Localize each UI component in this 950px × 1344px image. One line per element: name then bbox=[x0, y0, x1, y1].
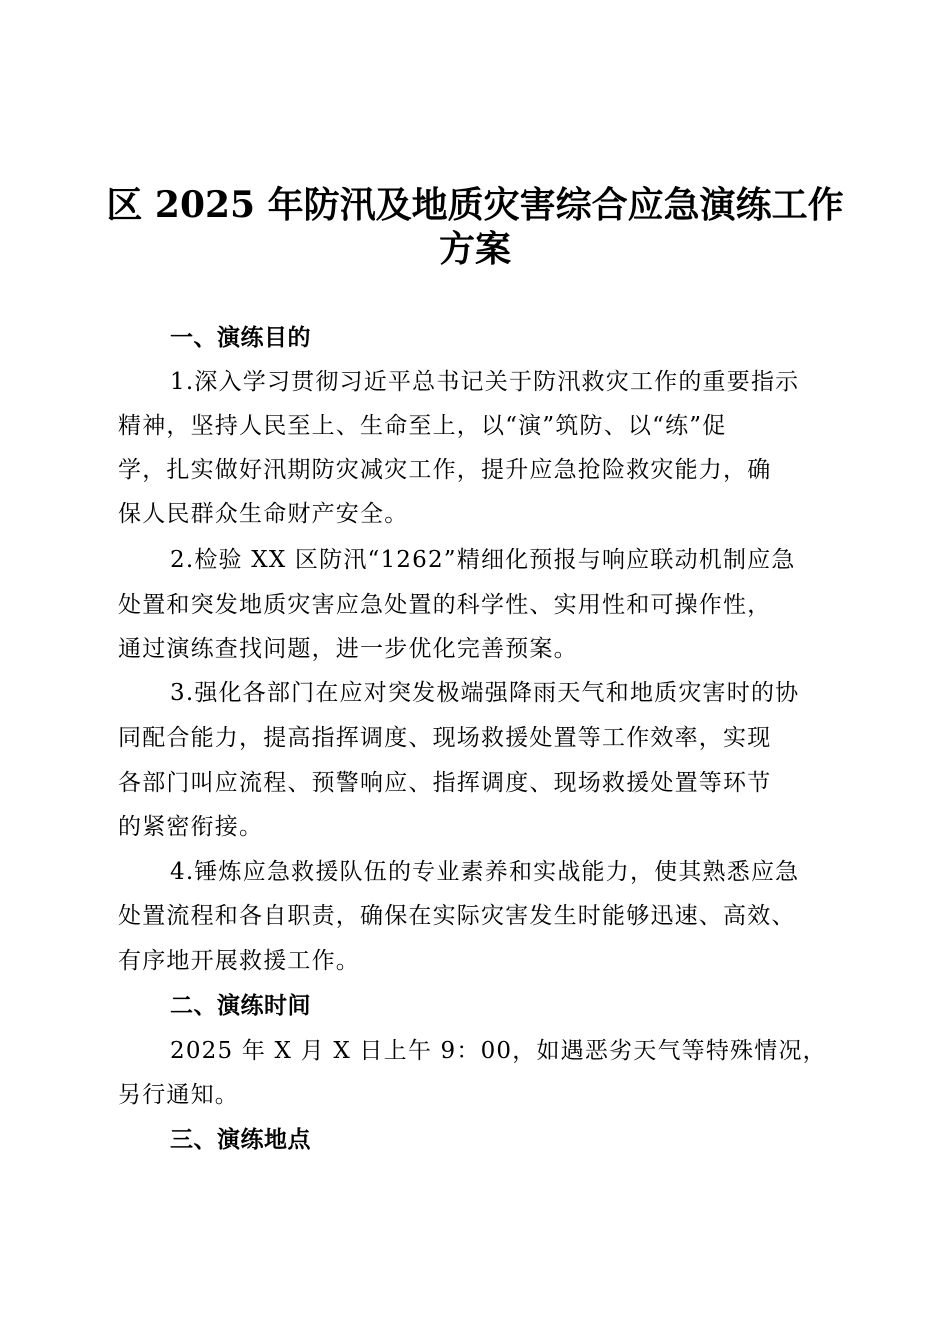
paragraph-line: 另行通知。 bbox=[118, 1082, 239, 1108]
section-heading-purpose: 一、演练目的 bbox=[170, 325, 311, 351]
section-heading-time: 二、演练时间 bbox=[170, 993, 311, 1019]
paragraph-line: 处置流程和各自职责，确保在实际灾害发生时能够迅速、高效、 bbox=[118, 903, 796, 929]
paragraph-line: 保人民群众生命财产安全。 bbox=[118, 501, 409, 527]
paragraph-line: 2025 年 X 月 X 日上午 9：00，如遇恶劣天气等特殊情况， bbox=[170, 1038, 827, 1064]
paragraph-line: 通过演练查找问题，进一步优化完善预案。 bbox=[118, 636, 578, 662]
paragraph-line: 3.强化各部门在应对突发极端强降雨天气和地质灾害时的协 bbox=[170, 680, 800, 706]
paragraph-line: 同配合能力，提高指挥调度、现场救援处置等工作效率，实现 bbox=[118, 725, 772, 751]
paragraph-line: 2.检验 XX 区防汛“1262”精细化预报与响应联动机制应急 bbox=[170, 547, 796, 573]
paragraph-line: 1.深入学习贯彻习近平总书记关于防汛救灾工作的重要指示 bbox=[170, 369, 800, 395]
paragraph-line: 各部门叫应流程、预警响应、指挥调度、现场救援处置等环节 bbox=[118, 770, 772, 796]
paragraph-line: 学，扎实做好汛期防灾减灾工作，提升应急抢险救灾能力，确 bbox=[118, 457, 772, 483]
paragraph-line: 4.锤炼应急救援队伍的专业素养和实战能力，使其熟悉应急 bbox=[170, 859, 800, 885]
document-title-line-2: 方案 bbox=[438, 228, 511, 270]
section-heading-location: 三、演练地点 bbox=[170, 1127, 311, 1153]
document-title-line-1: 区 2025 年防汛及地质灾害综合应急演练工作 bbox=[106, 184, 844, 226]
paragraph-line: 有序地开展救援工作。 bbox=[118, 948, 360, 974]
paragraph-line: 处置和突发地质灾害应急处置的科学性、实用性和可操作性， bbox=[118, 592, 772, 618]
paragraph-line: 精神，坚持人民至上、生命至上，以“演”筑防、以“练”促 bbox=[118, 413, 727, 439]
paragraph-line: 的紧密衔接。 bbox=[118, 814, 264, 840]
